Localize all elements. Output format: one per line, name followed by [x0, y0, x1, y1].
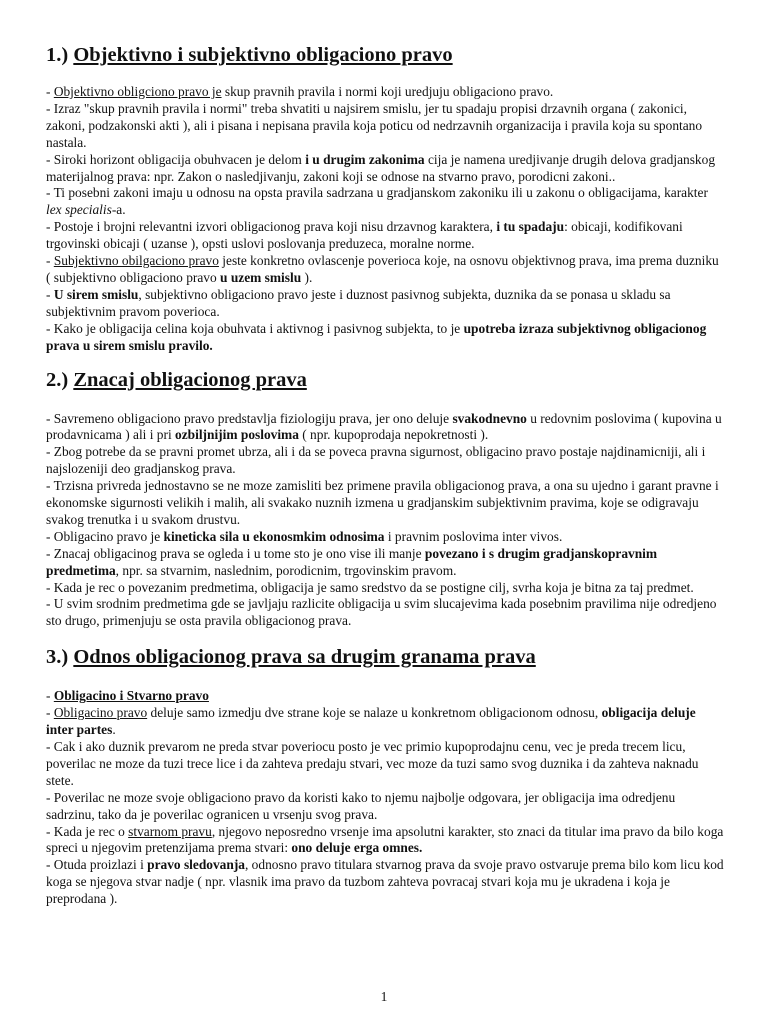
text-run: skup pravnih pravila i normi koji uredjuju obligaciono pravo.: [221, 84, 554, 99]
section-title: Znacaj obligacionog prava: [73, 368, 307, 391]
paragraph: [46, 580, 726, 597]
paragraph: [46, 287, 726, 321]
text-run: u uzem smislu: [220, 269, 302, 285]
text-run: - Siroki horizont obligacija obuhvacen je delom: [46, 151, 306, 167]
section-title: Odnos obligacionog prava sa drugim granama prava: [73, 646, 536, 669]
text-run: i tu spadaju: [496, 219, 565, 235]
text-run: ).: [301, 269, 313, 285]
text-run: svakodnevno: [452, 410, 527, 426]
text-run: , npr. sa stvarnim, naslednim, porodicnim, trgovinskim pravom.: [115, 562, 457, 578]
text-run: - Cak i ako duznik prevarom ne preda stvar poveriocu posto je vec primio kupoprodajnu cenu, vec je preda trecem licu, poverilac ne moze da tuzi trece lice i da zahteva predaju stvari, vec moze da tuzi samo svog duznika i da zahteva naknadu stete.: [46, 739, 699, 788]
text-run: -a.: [111, 202, 126, 218]
paragraph: [46, 444, 726, 478]
text-run: - Savremeno obligaciono pravo predstavlja fiziologiju prava, jer ono deluje: [46, 410, 453, 426]
text-run: deluje samo izmedju dve strane koje se nalaze u konkretnom obligacionom odnosu,: [147, 705, 602, 721]
text-run: kineticka sila u ekonosmkim odnosima: [163, 528, 385, 544]
paragraph: [46, 790, 726, 824]
text-run: jeste konkretno ovlascenje poverioca koje, na osnovu objektivnog prava, ima prema duzniku ( subjektivno obligaciono pravo: [46, 253, 719, 285]
text-run: Objektivno obligciono pravo je: [53, 84, 222, 99]
paragraph: [46, 101, 726, 152]
text-run: - Izraz "skup pravnih pravila i normi" treba shvatiti u najsirem smislu, jer tu spadaju propisi drzavnih organa ( zakonici, zakoni, podzakonski akti ), ali i pisana i nepisana pravila koja poticu od nedrzavnih organizacija i pravila koja su spontano nastala.: [46, 100, 703, 150]
section-title: Objektivno i subjektivno obligaciono pravo: [73, 44, 453, 66]
text-run: Obligacino pravo: [53, 705, 148, 721]
text-run: -: [46, 705, 54, 721]
text-run: , njegovo neposredno vrsenje ima apsolutni karakter, sto znaci da titular ima pravo da bilo koga spreci u njegovim pretenzijama prema stvari:: [46, 823, 724, 856]
paragraph: [46, 857, 726, 908]
text-run: Subjektivno obilgaciono pravo: [53, 253, 219, 269]
paragraph: [46, 152, 726, 186]
paragraph: [46, 705, 726, 739]
paragraph: [46, 219, 726, 253]
text-run: -: [46, 688, 54, 704]
section-heading: [46, 42, 726, 68]
text-run: , subjektivno obligaciono pravo jeste i duznost pasivnog subjekta, duznika da se ponasa u skladu sa subjektivnim pravom poverioca.: [46, 286, 671, 319]
text-run: - Obligacino pravo je: [46, 528, 164, 544]
paragraph: [46, 688, 726, 705]
paragraph: [46, 185, 726, 219]
text-run: : obicaji, kodifikovani trgovinski obicaji ( uzanse ), opsti uslovi poslovanja preduzeca, moralne norme.: [46, 219, 683, 252]
text-run: - Kako je obligacija celina koja obuhvata i aktivnog i pasivnog subjekta, to je: [46, 320, 464, 336]
text-run: - Kada je rec o: [46, 823, 129, 839]
text-run: obligacija deluje inter partes: [46, 705, 696, 738]
text-run: - Zbog potrebe da se pravni promet ubrza, ali i da se poveca pravna sigurnost, obligacino pravo postaje najdinamicniji, ali i najslozeniji deo gradjanskog prava.: [46, 444, 706, 477]
paragraph: [46, 321, 726, 355]
text-run: -: [46, 253, 54, 269]
text-run: - Znacaj obligacinog prava se ogleda i u tome sto je ono vise ili manje: [46, 545, 425, 561]
section-heading: [46, 644, 726, 670]
section-number: 3.): [46, 646, 69, 669]
text-run: U sirem smislu: [53, 286, 139, 302]
paragraph: [46, 253, 726, 287]
text-run: -: [46, 84, 54, 99]
text-run: lex specialis: [46, 202, 112, 218]
text-run: .: [112, 722, 116, 738]
text-run: - U svim srodnim predmetima gde se javljaju razlicite obligacija u svim slucajevima kada posebnim pravilima nije odredjeno sto drugo, primenjuju se osta pravila obligacionog prava.: [46, 596, 717, 629]
document-page: [46, 42, 726, 908]
text-run: - Ti posebni zakoni imaju u odnosu na opsta pravila sadrzana u gradjanskom zakoniku ili u zakonu o obligacijama, karakter: [46, 185, 708, 201]
text-run: - Otuda proizlazi i: [46, 857, 148, 873]
text-run: upotreba izraza subjektivnog obligacionog prava u sirem smislu pravilo.: [46, 320, 707, 353]
text-run: ono deluje erga omnes.: [291, 840, 423, 856]
section-2: [46, 367, 726, 631]
text-run: i pravnim poslovima inter vivos.: [384, 528, 563, 544]
section-3: [46, 644, 726, 908]
text-run: - Poverilac ne moze svoje obligaciono pravo da koristi kako to njemu najbolje odgovara, jer obligacija ima odredjenu sadrzinu, tako da je poverilac ogranicen u vrsenju svog prava.: [46, 789, 676, 822]
text-run: - Kada je rec o povezanim predmetima, obligacija je samo sredstvo da se postigne cilj, svrha koja je bitna za taj predmet.: [46, 579, 694, 595]
section-number: 2.): [46, 368, 69, 391]
text-run: - Postoje i brojni relevantni izvori obligacionog prava koji nisu drzavnog karaktera,: [46, 219, 497, 235]
paragraph: [46, 824, 726, 858]
text-run: u redovnim poslovima ( kupovina u prodavnicama ) ali i pri: [46, 410, 722, 443]
paragraph: [46, 529, 726, 546]
text-run: cija je namena uredjivanje drugih delova gradjanskog materijalnog prava: npr. Zakon o nasledjivanju, zakoni koji se odnose na stvarno pravo, porodicni zakoni..: [46, 151, 716, 184]
text-run: pravo sledovanja: [147, 857, 245, 873]
text-run: ozbiljnijim poslovima: [175, 427, 299, 443]
text-run: povezano i s drugim gradjanskopravnim predmetima: [46, 545, 658, 578]
text-run: ( npr. kupoprodaja nepokretnosti ).: [298, 427, 489, 443]
paragraph: [46, 546, 726, 580]
paragraph: [46, 478, 726, 529]
section-heading: [46, 367, 726, 393]
text-run: Obligacino i Stvarno pravo: [53, 688, 209, 704]
text-run: stvarnom pravu: [128, 823, 212, 839]
text-run: - Trzisna privreda jednostavno se ne moze zamisliti bez primene pravila obligacionog prava, a ona su ujedno i garant pravne i ekonomske sigurnosti velikih i malih, ali svakako nuznih izmena u gradjanskim subjektivnim pravima, koje se odigravaju svakog trenutka i u svakom drustvu.: [46, 478, 719, 527]
paragraph: [46, 411, 726, 445]
section-1: [46, 42, 726, 355]
paragraph: [46, 596, 726, 630]
text-run: i u drugim zakonima: [305, 151, 425, 167]
section-number: 1.): [46, 44, 69, 66]
page-number: 1: [380, 989, 388, 1004]
text-run: -: [46, 286, 54, 302]
paragraph: [46, 739, 726, 790]
paragraph: [46, 84, 726, 101]
text-run: , odnosno pravo titulara stvarnog prava da svoje pravo ostvaruje prema bilo kom licu kod koga se njegova stvar nadje ( npr. vlasnik ima pravo da tuzbom zahteva povracaj stvari koja mu je ukradena i koja je preprodana ).: [46, 857, 724, 907]
